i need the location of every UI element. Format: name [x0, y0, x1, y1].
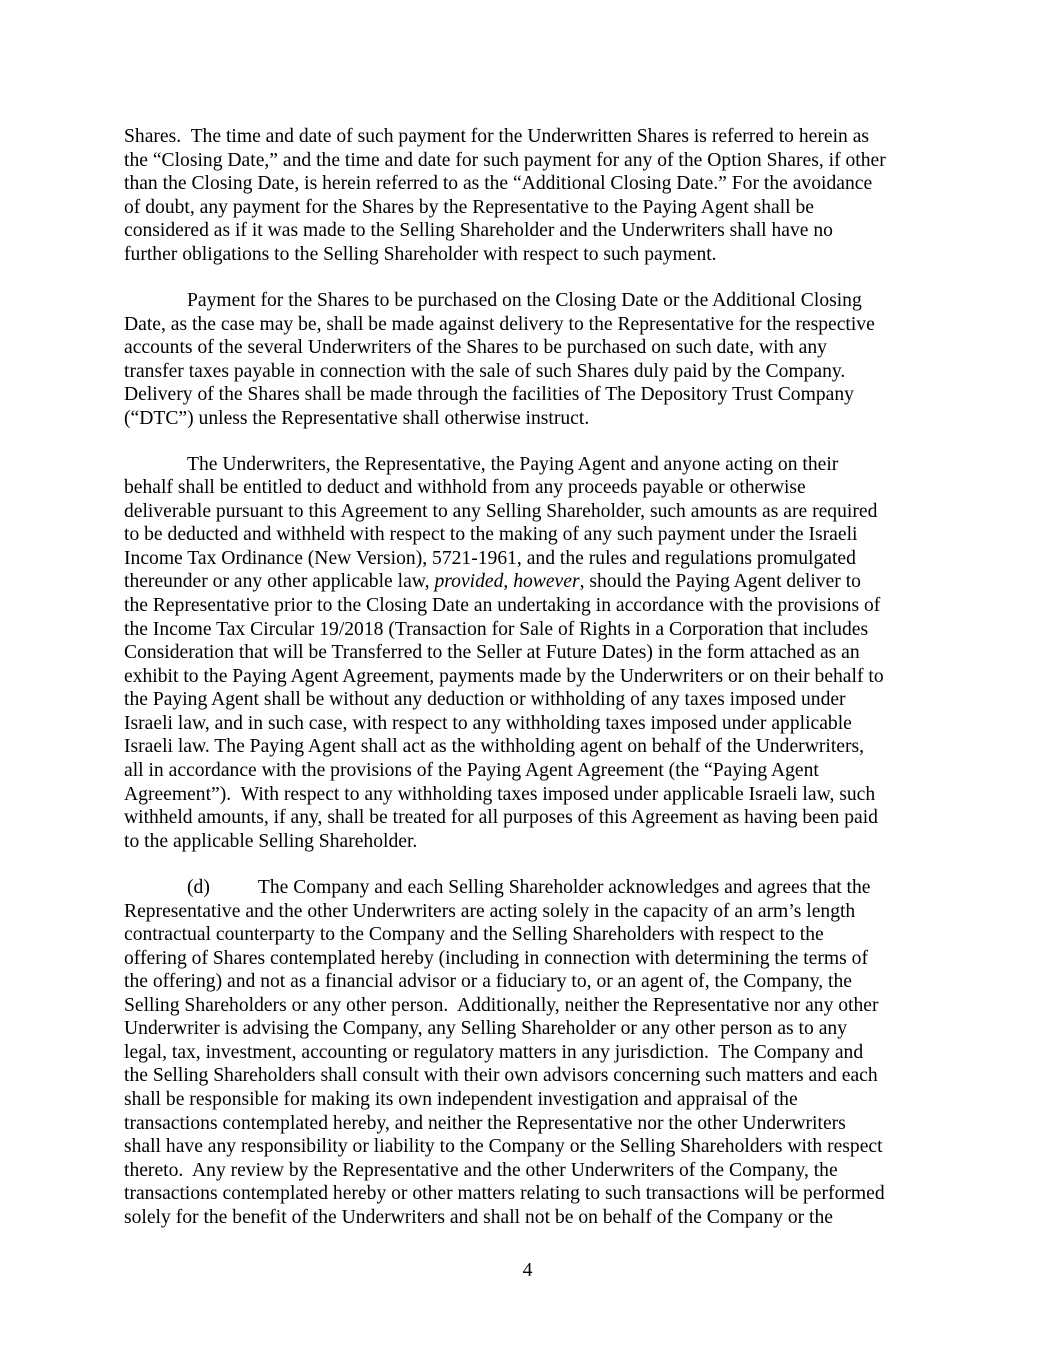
paragraph-3-line: deliverable pursuant to this Agreement to any Selling Shareholder, such amounts as are required — [124, 501, 878, 522]
paragraph-4-line: contractual counterparty to the Company and the Selling Shareholders with respect to the — [124, 924, 824, 945]
clause-label: (d) — [187, 877, 210, 898]
paragraph-3-line: exhibit to the Paying Agent Agreement, payments made by the Underwriters or on their behalf to — [124, 666, 884, 687]
paragraph-4-line: Representative and the other Underwriters are acting solely in the capacity of an arm’s length — [124, 901, 856, 922]
paragraph-1-line: considered as if it was made to the Selling Shareholder and the Underwriters shall have no — [124, 220, 833, 241]
line-text: , should the Paying Agent deliver to — [579, 571, 861, 592]
paragraph-4-line: transactions contemplated hereby or other matters relating to such transactions will be performed — [124, 1183, 885, 1204]
line-text: The Company and each Selling Shareholder acknowledges and agrees that the — [257, 877, 871, 898]
paragraph-3-line: Agreement”). With respect to any withholding taxes imposed under applicable Israeli law, such — [124, 784, 876, 805]
paragraph-4-line: offering of Shares contemplated hereby (including in connection with determining the terms of — [124, 948, 868, 969]
paragraph-4-line: solely for the benefit of the Underwriters and shall not be on behalf of the Company or the — [124, 1207, 833, 1228]
paragraph-3-line-with-italics — [124, 570, 861, 594]
paragraph-3-line: withheld amounts, if any, shall be treated for all purposes of this Agreement as having been paid — [124, 807, 878, 828]
paragraph-2-line: accounts of the several Underwriters of the Shares to be purchased on such date, with any — [124, 337, 827, 358]
paragraph-1-line: Shares. The time and date of such payment for the Underwritten Shares is referred to herein as — [124, 126, 870, 147]
paragraph-3-line: the Representative prior to the Closing Date an undertaking in accordance with the provisions of — [124, 595, 881, 616]
paragraph-3-line: all in accordance with the provisions of the Paying Agent Agreement (the “Paying Agent — [124, 760, 819, 781]
paragraph-4-line: shall have any responsibility or liability to the Company or the Selling Shareholders with respect — [124, 1136, 883, 1157]
paragraph-4-line: transactions contemplated hereby, and neither the Representative nor the other Underwriters — [124, 1113, 846, 1134]
paragraph-4-line: thereto. Any review by the Representative and the other Underwriters of the Company, the — [124, 1160, 838, 1181]
paragraph-4-line: the Selling Shareholders shall consult with their own advisors concerning such matters and each — [124, 1065, 878, 1086]
paragraph-3-line: The Underwriters, the Representative, the Paying Agent and anyone acting on their — [187, 454, 839, 475]
paragraph-2-line: Payment for the Shares to be purchased on the Closing Date or the Additional Closing — [187, 290, 862, 311]
paragraph-1-line: the “Closing Date,” and the time and date for such payment for any of the Option Shares, if other — [124, 150, 886, 171]
paragraph-1-line: than the Closing Date, is herein referred to as the “Additional Closing Date.” For the avoidance — [124, 173, 873, 194]
paragraph-2-line: Date, as the case may be, shall be made against delivery to the Representative for the respective — [124, 314, 875, 335]
paragraph-2-line: transfer taxes payable in connection with the sale of such Shares duly paid by the Company. — [124, 361, 846, 382]
paragraph-4-line: shall be responsible for making its own independent investigation and appraisal of the — [124, 1089, 798, 1110]
paragraph-3-line: to the applicable Selling Shareholder. — [124, 831, 418, 852]
paragraph-4-line: the offering) and not as a financial advisor or a fiduciary to, or an agent of, the Company, the — [124, 971, 852, 992]
italic-term-however: however — [513, 571, 580, 592]
italic-term-provided: provided — [434, 571, 504, 592]
page-number: 4 — [522, 1260, 533, 1281]
paragraph-3-line: to be deducted and withheld with respect to the making of any such payment under the Israeli — [124, 524, 858, 545]
paragraph-4-line: legal, tax, investment, accounting or regulatory matters in any jurisdiction. The Company and — [124, 1042, 864, 1063]
paragraph-4-line: Selling Shareholders or any other person. Additionally, neither the Representative nor any other — [124, 995, 879, 1016]
paragraph-2-line: Delivery of the Shares shall be made through the facilities of The Depository Trust Company — [124, 384, 854, 405]
line-text: , — [503, 571, 514, 592]
paragraph-1-line: of doubt, any payment for the Shares by the Representative to the Paying Agent shall be — [124, 197, 814, 218]
paragraph-4-line: Underwriter is advising the Company, any Selling Shareholder or any other person as to any — [124, 1018, 847, 1039]
paragraph-3-line: behalf shall be entitled to deduct and withhold from any proceeds payable or otherwise — [124, 477, 806, 498]
paragraph-3-line: Israeli law, and in such case, with respect to any withholding taxes imposed under applicable — [124, 713, 852, 734]
paragraph-3-line: Income Tax Ordinance (New Version), 5721-1961, and the rules and regulations promulgated — [124, 548, 856, 569]
line-text: thereunder or any other applicable law, — [124, 571, 435, 592]
paragraph-3-line: the Income Tax Circular 19/2018 (Transaction for Sale of Rights in a Corporation that includes — [124, 619, 869, 640]
paragraph-1-line: further obligations to the Selling Shareholder with respect to such payment. — [124, 244, 717, 265]
paragraph-3-line: Israeli law. The Paying Agent shall act as the withholding agent on behalf of the Underwriters, — [124, 736, 865, 757]
paragraph-2-line: (“DTC”) unless the Representative shall otherwise instruct. — [124, 408, 590, 429]
paragraph-3-line: Consideration that will be Transferred to the Seller at Future Dates) in the form attached as an — [124, 642, 860, 663]
paragraph-3-line: the Paying Agent shall be without any deduction or withholding of any taxes imposed under — [124, 689, 846, 710]
paragraph-4-first-line — [187, 876, 871, 900]
